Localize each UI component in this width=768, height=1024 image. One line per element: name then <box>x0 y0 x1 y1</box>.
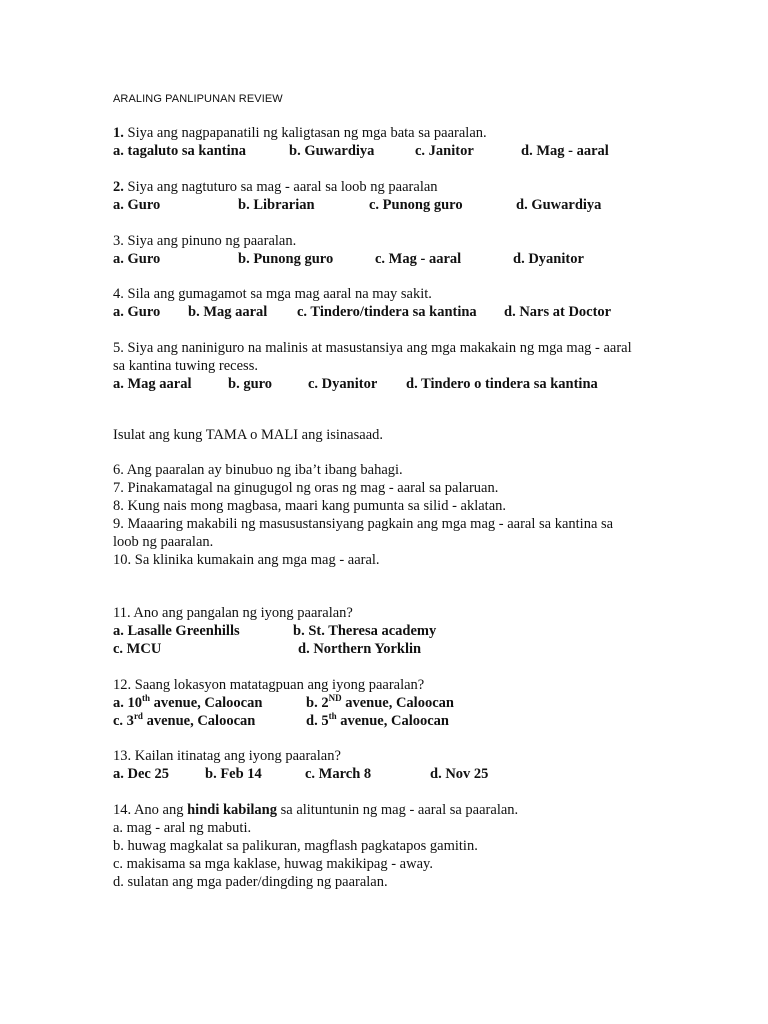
q14-option-b: b. huwag magkalat sa palikuran, magflash pagkatapos gamitin. <box>113 838 478 854</box>
q5-option-a: a. Mag aaral <box>113 376 192 392</box>
q5-option-c: c. Dyanitor <box>308 376 378 392</box>
q14-option-d: d. sulatan ang mga pader/dingding ng paaralan. <box>113 874 388 890</box>
q13-option-a: a. Dec 25 <box>113 766 169 782</box>
q11-option-b: b. St. Theresa academy <box>293 623 437 639</box>
question-3: 3. Siya ang pinuno ng paaralan. <box>113 233 297 249</box>
q4-option-a: a. Guro <box>113 304 161 320</box>
q4-option-b: b. Mag aaral <box>188 304 268 320</box>
tama-mali-instruction: Isulat ang kung TAMA o MALI ang isinasaad. <box>113 427 384 443</box>
question-14-emphasis: hindi kabilang <box>187 802 277 818</box>
question-13: 13. Kailan itinatag ang iyong paaralan? <box>113 748 341 764</box>
statement-7: 7. Pinakamatagal na ginugugol ng oras ng mag - aaral sa palaruan. <box>113 480 499 496</box>
question-1-text: Siya ang nagpapanatili ng kaligtasan ng mga bata sa paaralan. <box>127 125 487 141</box>
question-4: 4. Sila ang gumagamot sa mga mag aaral na may sakit. <box>113 286 432 302</box>
q12-option-c: c. 3rd avenue, Caloocan <box>113 711 256 729</box>
q2-option-c: c. Punong guro <box>369 197 463 213</box>
q3-option-c: c. Mag - aaral <box>375 251 462 267</box>
q2-option-d: d. Guwardiya <box>516 197 602 213</box>
q3-option-a: a. Guro <box>113 251 161 267</box>
q12-option-a: a. 10th avenue, Caloocan <box>113 693 263 711</box>
q5-option-b: b. guro <box>228 376 273 392</box>
statement-6: 6. Ang paaralan ay binubuo ng iba’t ibang bahagi. <box>113 462 403 478</box>
q12-option-b: b. 2ND avenue, Caloocan <box>306 693 454 711</box>
q14-option-a: a. mag - aral ng mabuti. <box>113 820 252 836</box>
question-1-number: 1. <box>113 125 124 141</box>
q2-option-b: b. Librarian <box>238 197 315 213</box>
statement-9-line-2: loob ng paaralan. <box>113 534 214 550</box>
question-2-number: 2. <box>113 179 124 195</box>
statement-9-line-1: 9. Maaaring makabili ng masusustansiyang pagkain ang mga mag - aaral sa kantina sa <box>113 516 614 532</box>
worksheet-title: ARALING PANLIPUNAN REVIEW <box>113 93 283 105</box>
q2-option-a: a. Guro <box>113 197 161 213</box>
q11-option-d: d. Northern Yorklin <box>298 641 422 657</box>
q11-option-c: c. MCU <box>113 641 162 657</box>
q1-option-a: a. tagaluto sa kantina <box>113 143 246 159</box>
q13-option-b: b. Feb 14 <box>205 766 262 782</box>
q4-option-d: d. Nars at Doctor <box>504 304 612 320</box>
statement-8: 8. Kung nais mong magbasa, maari kang pumunta sa silid - aklatan. <box>113 498 507 514</box>
question-2 <box>113 178 438 196</box>
q4-option-c: c. Tindero/tindera sa kantina <box>297 304 477 320</box>
question-2-text: Siya ang nagtuturo sa mag - aaral sa loob ng paaralan <box>127 179 438 195</box>
q11-option-a: a. Lasalle Greenhills <box>113 623 240 639</box>
q13-option-d: d. Nov 25 <box>430 766 489 782</box>
statement-10: 10. Sa klinika kumakain ang mga mag - aaral. <box>113 552 380 568</box>
question-11: 11. Ano ang pangalan ng iyong paaralan? <box>113 605 353 621</box>
q3-option-b: b. Punong guro <box>238 251 334 267</box>
q1-option-d: d. Mag - aaral <box>521 143 609 159</box>
q14-option-c: c. makisama sa mga kaklase, huwag makikipag - away. <box>113 856 433 872</box>
q1-option-c: c. Janitor <box>415 143 474 159</box>
question-1 <box>113 124 487 142</box>
q12-option-d: d. 5th avenue, Caloocan <box>306 711 449 729</box>
question-12: 12. Saang lokasyon matatagpuan ang iyong paaralan? <box>113 677 425 693</box>
q5-option-d: d. Tindero o tindera sa kantina <box>406 376 598 392</box>
question-5-line-2: sa kantina tuwing recess. <box>113 358 258 374</box>
q1-option-b: b. Guwardiya <box>289 143 375 159</box>
question-5-line-1: 5. Siya ang naniniguro na malinis at masustansiya ang mga makakain ng mga mag - aaral <box>113 340 632 356</box>
question-14: 14. Ano ang hindi kabilang sa alituntunin ng mag - aaral sa paaralan. <box>113 802 519 818</box>
q3-option-d: d. Dyanitor <box>513 251 584 267</box>
q13-option-c: c. March 8 <box>305 766 372 782</box>
